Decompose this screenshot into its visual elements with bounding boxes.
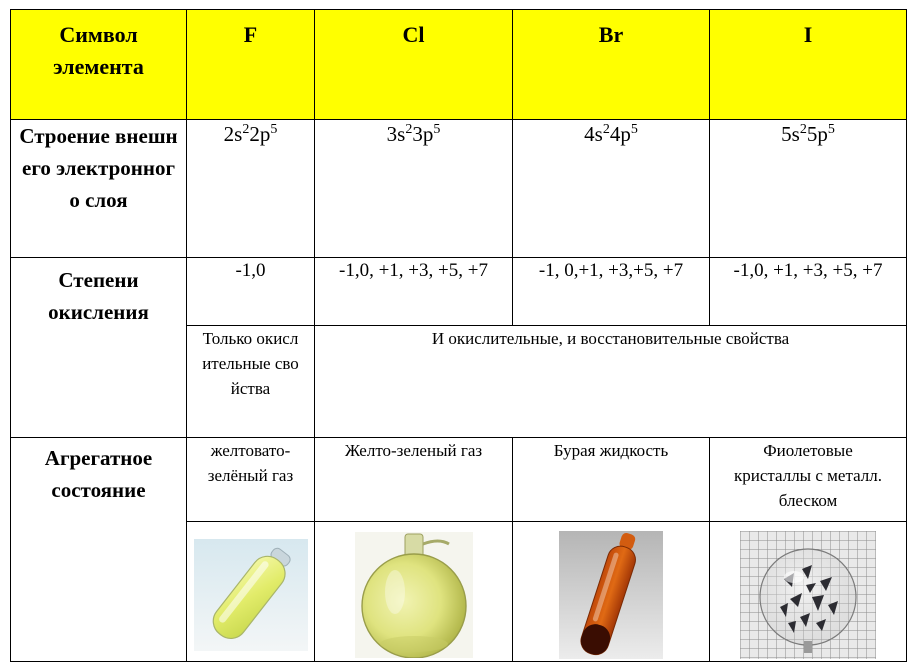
oxidation-cl: -1,0, +1, +3, +5, +7 [315,258,513,326]
structure-label: Строение внешнего электронного слоя [11,120,187,258]
fluorine-ampoule-image [194,539,308,651]
structure-row [11,120,907,258]
photo-br [513,522,710,662]
element-header-cl: Cl [315,10,513,120]
element-header-br: Br [513,10,710,120]
state-br: Бурая жидкость [513,438,710,522]
state-i: Фиолетовые кристаллы с металл. блеском [710,438,907,522]
photo-f [187,522,315,662]
bromine-ampoule-image [559,531,663,659]
properties-others: И окислительные, и восстановительные свойства [315,326,907,438]
halogens-table [10,9,907,662]
oxidation-label: Степени окисления [11,258,187,438]
photo-i [710,522,907,662]
photo-cl [315,522,513,662]
config-i: $5s^25p^5$ [710,120,907,258]
state-f: желтовато-зелёный газ [187,438,315,522]
properties-f: Только окислительные свойства [187,326,315,438]
oxidation-row [11,258,907,326]
element-header-f: F [187,10,315,120]
oxidation-i: -1,0, +1, +3, +5, +7 [710,258,907,326]
state-label: Агрегатное состояние [11,438,187,662]
oxidation-br: -1, 0,+1, +3,+5, +7 [513,258,710,326]
config-f: $2s^22p^5$ [187,120,315,258]
iodine-sphere-image [740,531,876,659]
oxidation-f: -1,0 [187,258,315,326]
symbol-header-label: Символ элемента [53,22,144,79]
symbol-header [11,10,187,120]
config-br: $4s^24p^5$ [513,120,710,258]
state-cl: Желто-зеленый газ [315,438,513,522]
config-cl: $3s^23p^5$ [315,120,513,258]
header-row [11,10,907,120]
chlorine-flask-image [355,532,473,658]
state-row [11,438,907,522]
element-header-i: I [710,10,907,120]
